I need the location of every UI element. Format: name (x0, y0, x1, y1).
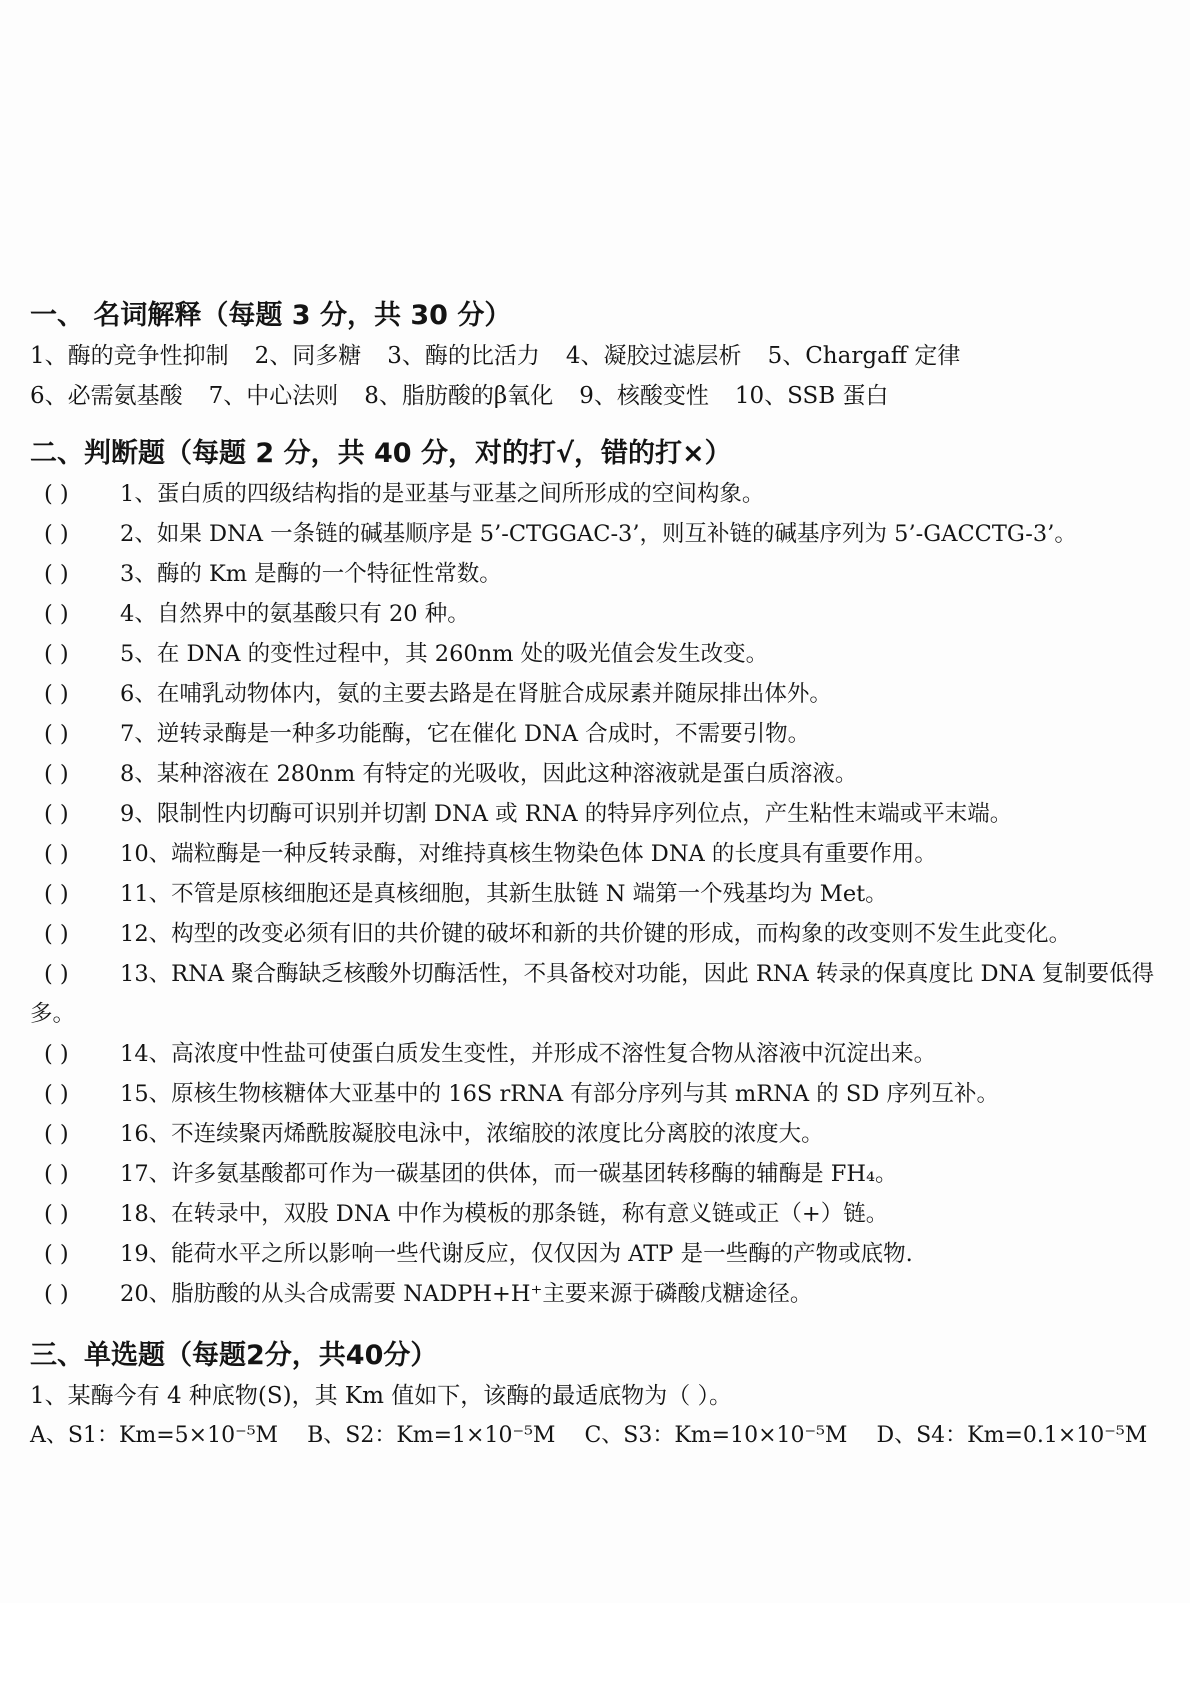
question-1: 1、某酶今有 4 种底物(S)，其 Km 值如下，该酶的最适底物为（ ）。 (30, 1383, 733, 1409)
term-item: 8、脂肪酸的β氧化 (364, 383, 554, 409)
exam-content (30, 296, 1165, 1456)
term-row-2 (30, 376, 1165, 416)
tf-item (30, 1154, 1165, 1194)
term-item: 7、中心法则 (208, 383, 339, 409)
answer-blank[interactable]: ( ) (44, 521, 69, 547)
tf-item (30, 594, 1165, 634)
answer-blank[interactable]: ( ) (44, 1161, 69, 1187)
tf-item (30, 834, 1165, 874)
tf-statement: 13、RNA 聚合酶缺乏核酸外切酶活性，不具备校对功能，因此 RNA 转录的保真度比 DNA 复制要低得多。 (30, 961, 1155, 1027)
tf-item (30, 794, 1165, 834)
term-row-1 (30, 336, 1165, 376)
answer-blank[interactable]: ( ) (44, 801, 69, 827)
tf-item (30, 1194, 1165, 1234)
answer-blank[interactable]: ( ) (44, 481, 69, 507)
tf-item (30, 714, 1165, 754)
answer-blank[interactable]: ( ) (44, 1281, 69, 1307)
tf-statement: 3、酶的 Km 是酶的一个特征性常数。 (120, 561, 502, 587)
tf-item (30, 914, 1165, 954)
tf-statement: 18、在转录中，双股 DNA 中作为模板的那条链，称有意义链或正（+）链。 (120, 1201, 889, 1227)
tf-statement: 19、能荷水平之所以影响一些代谢反应，仅仅因为 ATP 是一些酶的产物或底物. (120, 1241, 913, 1267)
term-item: 4、凝胶过滤层析 (565, 343, 742, 369)
true-false-section (30, 434, 1165, 1314)
term-item: 2、同多糖 (254, 343, 362, 369)
tf-statement: 5、在 DNA 的变性过程中，其 260nm 处的吸光值会发生改变。 (120, 641, 769, 667)
option-d: D、S4：Km=0.1×10⁻⁵M (876, 1423, 1148, 1448)
tf-statement: 7、逆转录酶是一种多功能酶，它在催化 DNA 合成时，不需要引物。 (120, 721, 811, 747)
term-item: 10、SSB 蛋白 (734, 383, 889, 409)
multiple-choice-section (30, 1336, 1165, 1456)
tf-statement: 10、端粒酶是一种反转录酶，对维持真核生物染色体 DNA 的长度具有重要作用。 (120, 841, 937, 867)
tf-item (30, 874, 1165, 914)
answer-blank[interactable]: ( ) (44, 1081, 69, 1107)
answer-blank[interactable]: ( ) (44, 681, 69, 707)
tf-item (30, 474, 1165, 514)
answer-blank[interactable]: ( ) (44, 1121, 69, 1147)
tf-statement: 15、原核生物核糖体大亚基中的 16S rRNA 有部分序列与其 mRNA 的 SD 序列互补。 (120, 1081, 1000, 1107)
option-c: C、S3：Km=10×10⁻⁵M (584, 1423, 848, 1448)
tf-statement: 14、高浓度中性盐可使蛋白质发生变性，并形成不溶性复合物从溶液中沉淀出来。 (120, 1041, 937, 1067)
answer-blank[interactable]: ( ) (44, 641, 69, 667)
option-a: A、S1：Km=5×10⁻⁵M (30, 1423, 279, 1448)
tf-item (30, 674, 1165, 714)
answer-blank[interactable]: ( ) (44, 601, 69, 627)
answer-blank[interactable]: ( ) (44, 1241, 69, 1267)
tf-statement: 6、在哺乳动物体内，氨的主要去路是在肾脏合成尿素并随尿排出体外。 (120, 681, 832, 707)
answer-blank[interactable]: ( ) (44, 721, 69, 747)
answer-blank[interactable]: ( ) (44, 961, 69, 987)
term-item: 1、酶的竞争性抑制 (30, 343, 229, 369)
tf-item (30, 1034, 1165, 1074)
tf-item (30, 754, 1165, 794)
answer-blank[interactable]: ( ) (44, 761, 69, 787)
option-b: B、S2：Km=1×10⁻⁵M (307, 1423, 556, 1448)
answer-blank[interactable]: ( ) (44, 1041, 69, 1067)
term-item: 6、必需氨基酸 (30, 383, 183, 409)
section3-title: 三、单选题（每题2分，共40分） (30, 1340, 438, 1371)
answer-blank[interactable]: ( ) (44, 1201, 69, 1227)
tf-statement: 4、自然界中的氨基酸只有 20 种。 (120, 601, 470, 627)
term-list (30, 336, 1165, 416)
tf-list (30, 474, 1165, 1314)
tf-statement: 12、构型的改变必须有旧的共价键的破坏和新的共价键的形成，而构象的改变则不发生此变化。 (120, 921, 1072, 947)
tf-item (30, 1274, 1165, 1314)
tf-item (30, 1114, 1165, 1154)
tf-statement: 17、许多氨基酸都可作为一碳基团的供体，而一碳基团转移酶的辅酶是 FH₄。 (120, 1161, 898, 1187)
tf-statement: 20、脂肪酸的从头合成需要 NADPH+H⁺主要来源于磷酸戊糖途径。 (120, 1281, 813, 1307)
tf-item (30, 1074, 1165, 1114)
answer-blank[interactable]: ( ) (44, 921, 69, 947)
section1-title: 一、 名词解释（每题 3 分，共 30 分） (30, 300, 512, 331)
question-1-options (30, 1416, 1165, 1456)
tf-item (30, 514, 1165, 554)
tf-statement: 9、限制性内切酶可识别并切割 DNA 或 RNA 的特异序列位点，产生粘性末端或平末端。 (120, 801, 1013, 827)
answer-blank[interactable]: ( ) (44, 561, 69, 587)
tf-item (30, 954, 1165, 1034)
tf-item (30, 634, 1165, 674)
term-item: 9、核酸变性 (579, 383, 709, 409)
tf-statement: 1、蛋白质的四级结构指的是亚基与亚基之间所形成的空间构象。 (120, 481, 765, 507)
scan-margin (0, 1603, 1190, 1683)
tf-item (30, 554, 1165, 594)
tf-statement: 8、某种溶液在 280nm 有特定的光吸收，因此这种溶液就是蛋白质溶液。 (120, 761, 858, 787)
section2-title: 二、判断题（每题 2 分，共 40 分，对的打√，错的打×） (30, 438, 732, 469)
tf-item (30, 1234, 1165, 1274)
term-item: 3、酶的比活力 (387, 343, 540, 369)
tf-statement: 11、不管是原核细胞还是真核细胞，其新生肽链 N 端第一个残基均为 Met。 (120, 881, 888, 907)
answer-blank[interactable]: ( ) (44, 841, 69, 867)
tf-statement: 16、不连续聚丙烯酰胺凝胶电泳中，浓缩胶的浓度比分离胶的浓度大。 (120, 1121, 824, 1147)
answer-blank[interactable]: ( ) (44, 881, 69, 907)
term-item: 5、Chargaff 定律 (767, 343, 961, 369)
tf-statement: 2、如果 DNA 一条链的碱基顺序是 5’-CTGGAC-3’，则互补链的碱基序列为 5’-GACCTG-3’。 (120, 521, 1077, 547)
